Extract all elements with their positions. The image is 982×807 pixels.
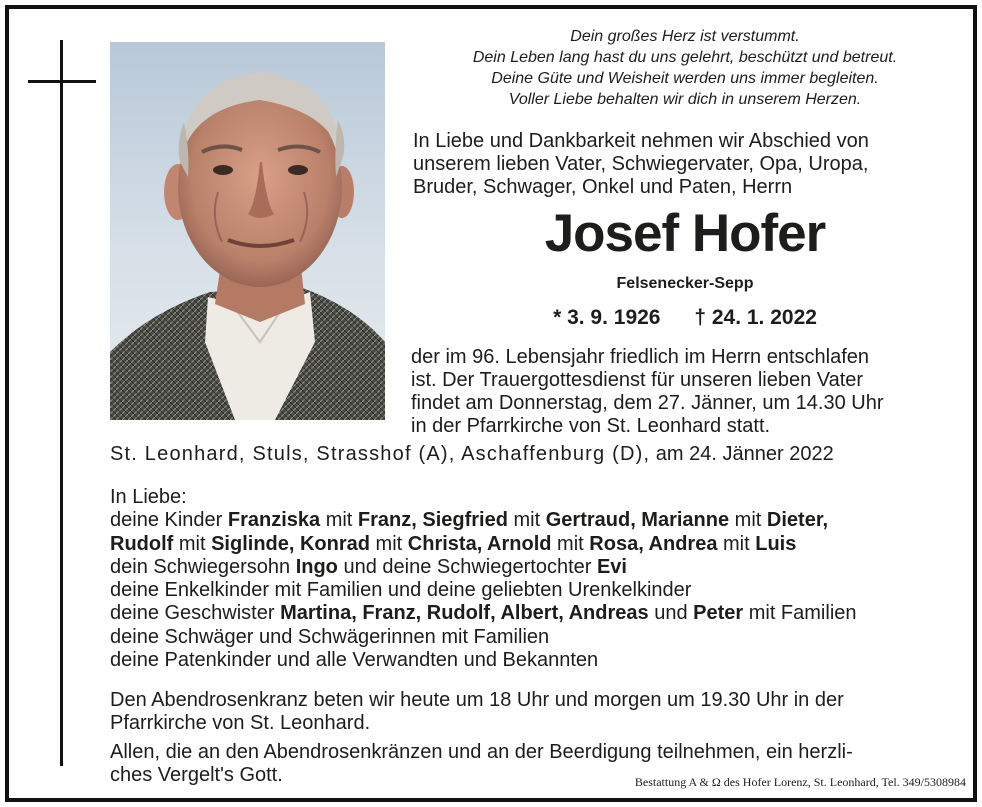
announcement-line: findet am Donnerstag, dem 27. Jänner, um 14.30 Uhr — [411, 392, 884, 414]
portrait-photo — [110, 42, 385, 420]
date: am 24. Jänner 2022 — [655, 443, 834, 465]
mourners-line — [110, 533, 960, 556]
intro-line: In Liebe und Dankbarkeit nehmen wir Abschied von — [413, 130, 869, 152]
intro-line: unserem lieben Vater, Schwiegervater, Opa, Uropa, — [413, 153, 869, 175]
name: Franziska — [227, 509, 321, 532]
deceased-name: Josef Hofer — [544, 204, 826, 263]
verse-line: Deine Güte und Weisheit werden uns immer begleiten. — [491, 70, 879, 87]
mourners-line: deine Enkelkinder mit Familien und deine geliebten Urenkelkinder — [110, 579, 692, 602]
cross-icon-horizontal — [28, 80, 96, 83]
name: Christa, Arnold — [407, 532, 552, 555]
text: dein Schwiegersohn — [110, 555, 296, 578]
rosary-line: Pfarrkirche von St. Leonhard. — [110, 712, 371, 734]
text: und — [648, 602, 694, 625]
announcement-line: ist. Der Trauergottesdienst für unseren lieben Vater — [411, 369, 864, 391]
verse-line: Dein großes Herz ist verstummt. — [570, 28, 800, 45]
name: Luis — [755, 532, 797, 555]
funeral-home-footer: Bestattung A & Ω des Hofer Lorenz, St. Leonhard, Tel. 349/5308984 — [634, 775, 966, 789]
mourners-heading: In Liebe: — [110, 486, 187, 508]
thanks-line: Allen, die an den Abendrosenkränzen und an der Beerdigung teilnehmen, ein herzli- — [110, 741, 853, 763]
name: Martina, Franz, Rudolf, Albert, Andreas — [280, 602, 649, 625]
announcement-line: der im 96. Lebensjahr friedlich im Herrn entschlafen — [411, 346, 869, 368]
name: Dieter, — [766, 509, 829, 532]
intro-line: Bruder, Schwager, Onkel und Paten, Herrn — [413, 176, 793, 198]
text: deine Kinder — [110, 509, 228, 532]
farewell-intro — [413, 130, 954, 199]
text: und deine Schwiegertochter — [337, 555, 597, 578]
text: mit — [551, 532, 590, 555]
mourners-line — [110, 556, 960, 579]
rosary-line: Den Abendrosenkranz beten wir heute um 18 Uhr und morgen um 19.30 Uhr in der — [110, 689, 844, 711]
name: Rudolf — [110, 532, 174, 555]
verse-line: Voller Liebe behalten wir dich in unserem Herzen. — [508, 91, 862, 108]
text: mit — [717, 532, 756, 555]
birth-date: * 3. 9. 1926 — [553, 306, 661, 329]
text: mit — [173, 532, 212, 555]
life-dates — [400, 305, 970, 331]
mourners-line: deine Schwäger und Schwägerinnen mit Familien — [110, 625, 550, 648]
text: mit — [370, 532, 408, 555]
memorial-verse — [400, 26, 970, 110]
mourners-list — [110, 486, 960, 672]
thanks-line: ches Vergelt's Gott. — [110, 764, 283, 786]
name: Evi — [596, 555, 627, 578]
name: Siglinde, Konrad — [211, 532, 370, 555]
text: mit — [729, 509, 767, 532]
funeral-announcement — [411, 346, 954, 438]
name: Rosa, Andrea — [589, 532, 718, 555]
mourners-line — [110, 602, 960, 625]
death-date: † 24. 1. 2022 — [694, 306, 817, 329]
text: mit Familien — [743, 602, 857, 625]
rosary-notice — [110, 689, 960, 735]
name: Ingo — [295, 555, 338, 578]
name: Peter — [693, 602, 744, 625]
cross-icon-vertical — [60, 40, 63, 766]
name: Franz, Siegfried — [357, 509, 508, 532]
announcement-line: in der Pfarrkirche von St. Leonhard statt. — [411, 415, 771, 437]
text: mit — [320, 509, 358, 532]
mourners-line: deine Patenkinder und alle Verwandten und Bekannten — [110, 649, 599, 672]
text: mit — [507, 509, 546, 532]
verse-line: Dein Leben lang hast du uns gelehrt, beschützt und betreut. — [472, 49, 898, 66]
deceased-nickname: Felsenecker-Sepp — [616, 275, 754, 292]
mourners-line — [110, 509, 960, 532]
locations: St. Leonhard, Stuls, Strasshof (A), Aschaffenburg (D), — [110, 443, 651, 465]
place-and-date — [110, 442, 956, 466]
text: deine Geschwister — [110, 602, 281, 625]
name: Gertraud, Marianne — [545, 509, 730, 532]
